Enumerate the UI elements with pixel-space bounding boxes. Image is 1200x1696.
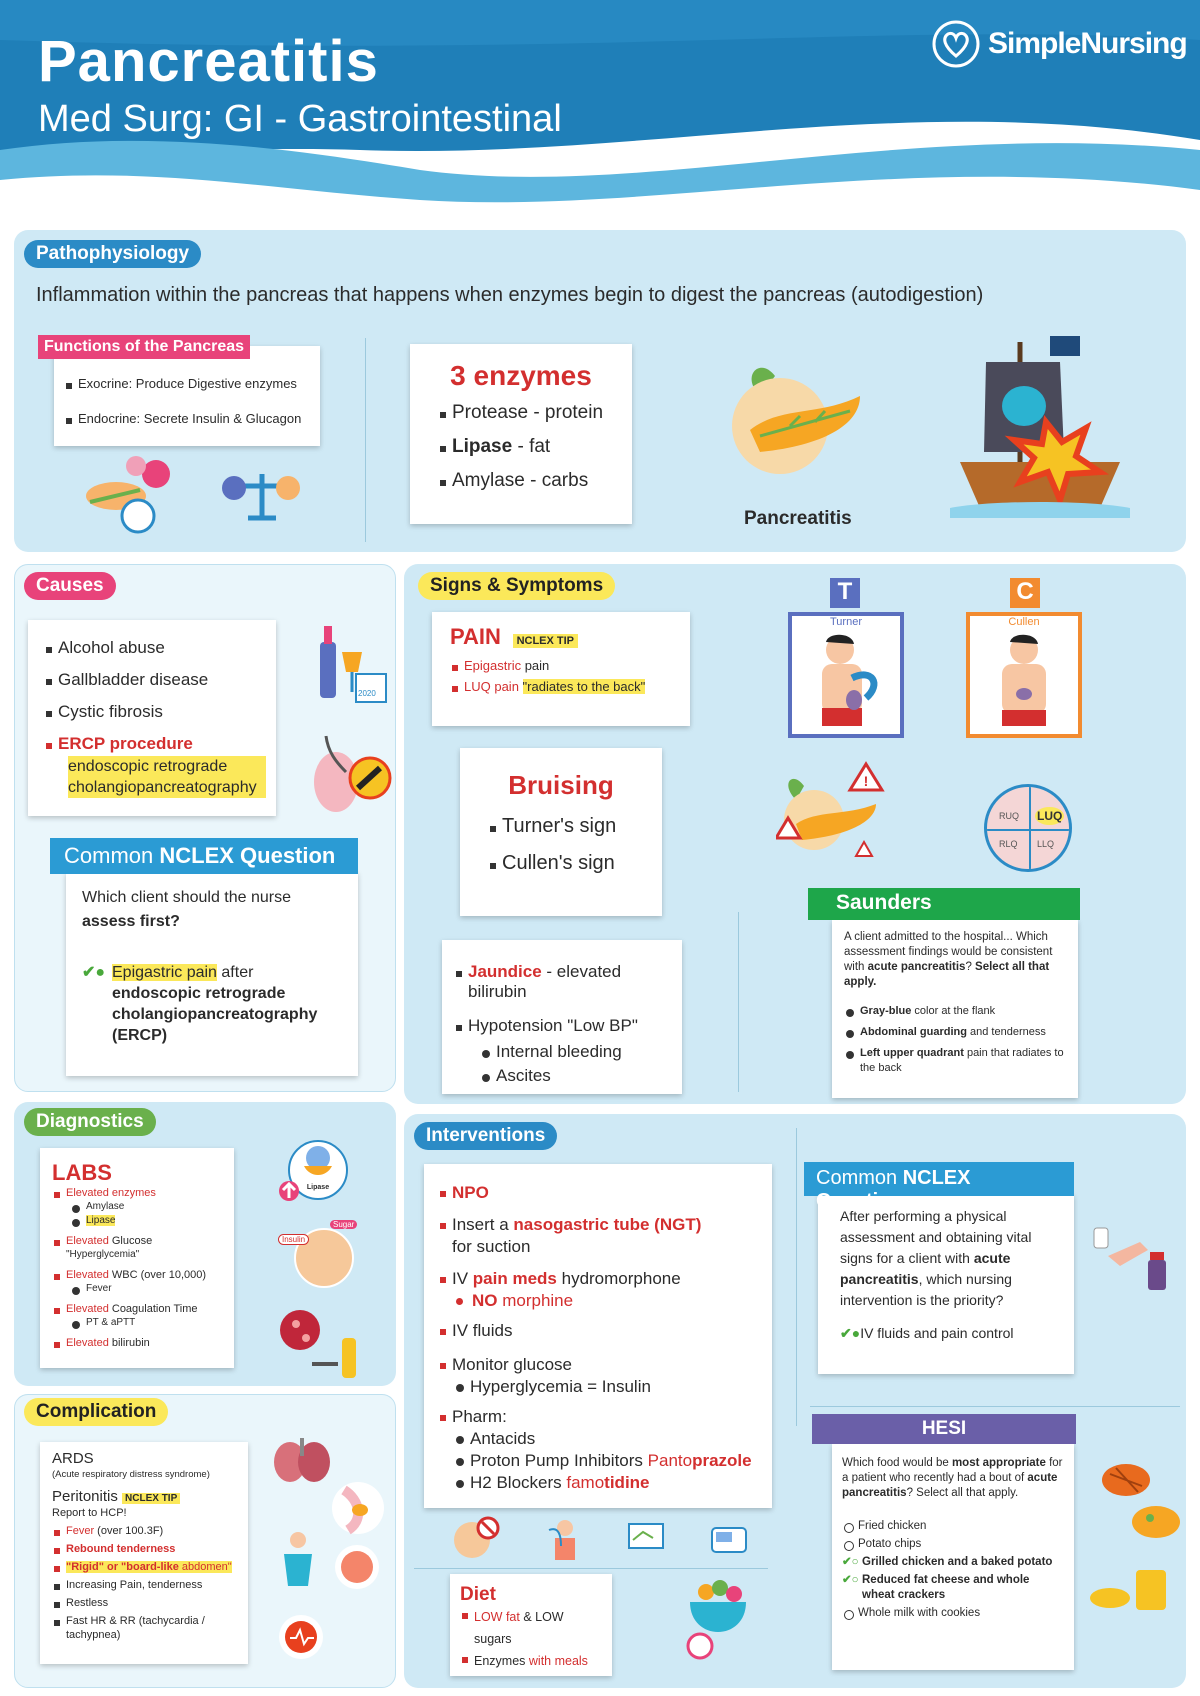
intervention-item: IV pain meds hydromorphone [438, 1268, 758, 1290]
cullen-label: Cullen [1008, 616, 1040, 628]
quadrant-label: RUQ [999, 811, 1019, 821]
ards-full: (Acute respiratory distress syndrome) [52, 1469, 210, 1480]
quadrant-label: LLQ [1037, 839, 1055, 849]
labs-card [40, 1148, 234, 1368]
diet-item: Enzymes with meals [460, 1650, 602, 1672]
intervention-sub: NO morphine [454, 1290, 758, 1312]
intervention-item: Pharm: [438, 1406, 758, 1428]
enzyme-item: Protease - protein [438, 402, 604, 424]
peritonitis-title: Peritonitis [52, 1488, 123, 1505]
no-symbol-icon [452, 1516, 504, 1562]
pharm-item: Antacids [454, 1428, 758, 1450]
causes-card [28, 620, 276, 816]
ercp-endoscopy-icon [306, 732, 394, 814]
perit-sign: Increasing Pain, tenderness [52, 1578, 236, 1592]
quadrant-label: LUQ [1037, 809, 1063, 823]
enzymes-card [410, 344, 632, 524]
bruise-item: Cullen's sign [488, 852, 642, 875]
enzyme-item: Lipase - fat [438, 436, 604, 458]
cause-item: Gallbladder disease [44, 670, 266, 690]
hesi-option: ✔○ Reduced fat cheese and whole wheat crackers [842, 1574, 1030, 1601]
bruise-item: Turner's sign [488, 815, 642, 838]
hypotension-item: Hypotension "Low BP" [454, 1016, 670, 1036]
pancreas-label: Pancreatitis [744, 508, 852, 529]
bruising-title: Bruising [508, 770, 614, 800]
enzymes-title: 3 enzymes [450, 360, 592, 391]
functions-tag: Functions of the Pancreas [38, 335, 250, 359]
turner-body-icon [792, 628, 900, 732]
intervention-item: IV fluids [438, 1320, 758, 1342]
pharm-item: Proton Pump Inhibitors Pantoprazole [454, 1450, 758, 1472]
enzyme-item: Amylase - carbs [438, 470, 604, 492]
pirate-ship-icon [950, 332, 1130, 522]
page-title: Pancreatitis [38, 29, 379, 94]
pain-card [432, 612, 690, 726]
nclex1-card: Which client should the nurse assess first? ✔● Epigastric pain after endoscopic retrograde cholangiopancreatography (ERCP) [66, 872, 358, 1076]
saunders-header: Saunders [808, 888, 1080, 920]
lab-item: Elevated Glucose [52, 1234, 222, 1248]
intervention-sub: Hyperglycemia = Insulin [454, 1376, 758, 1398]
pancreas-warning-icon [776, 760, 894, 864]
pathophysiology-tag: Pathophysiology [24, 240, 201, 268]
abdomen-icon [330, 1480, 386, 1536]
diet-item: LOW fat & LOW sugars [460, 1606, 602, 1650]
pharm-item: H2 Blockers famotidine [454, 1472, 758, 1494]
diet-card [450, 1574, 612, 1676]
nclex-tip-badge: NCLEX TIP [513, 634, 578, 648]
insulin-label: Insulin [278, 1234, 309, 1245]
saunders-question: A client admitted to the hospital... Which assessment findings would be consistent with acute pancreatitis? Select all that apply. [844, 931, 1053, 988]
iv-monitor-icon [623, 1516, 669, 1562]
lab-sub: Amylase [70, 1200, 222, 1214]
salad-bowl-icon [680, 1578, 756, 1662]
nurse-icon [278, 1530, 318, 1590]
balance-scale-icon [218, 466, 306, 526]
ercp-definition: endoscopic retrograde cholangiopancreatography [68, 756, 266, 798]
hesi-question: Which food would be most appropriate for a patient who recently had a bout of acute pancreatitis? Select all that apply. [842, 1457, 1063, 1499]
cullen-body-icon [970, 628, 1078, 732]
fever-icon [334, 1544, 380, 1590]
pancreas-organs-icon [80, 452, 180, 534]
check-circle-icon: ✔● [840, 1325, 861, 1341]
intervention-item: Monitor glucose [438, 1354, 758, 1376]
brand-logo [930, 18, 1190, 70]
function-item: Endocrine: Secrete Insulin & Glucagon [64, 411, 310, 426]
cause-item: Alcohol abuse [44, 638, 266, 658]
page-subtitle: Med Surg: GI - Gastrointestinal [38, 98, 562, 140]
complication-tag: Complication [24, 1398, 168, 1426]
interventions-card [424, 1164, 772, 1508]
pain-item: Epigastric pain [450, 658, 672, 673]
hypo-sub: Internal bleeding [480, 1042, 670, 1062]
nclex2-header: Common NCLEX Question [804, 1162, 1074, 1196]
hesi-header: HESI [812, 1414, 1076, 1444]
cause-item: ERCP procedure [44, 734, 266, 754]
nclex1-answer: ✔● Epigastric pain after endoscopic retrograde cholangiopancreatography (ERCP) [82, 964, 318, 1044]
lab-item: Elevated bilirubin [52, 1336, 222, 1350]
perit-sign: Rebound tenderness [52, 1542, 236, 1556]
food-icons [1086, 1446, 1186, 1670]
nclex2-card [818, 1194, 1074, 1374]
interventions-tag: Interventions [414, 1122, 557, 1150]
check-icon: ✔○ [842, 1574, 859, 1586]
jaundice-item: Jaundice - elevated bilirubin [454, 962, 670, 1002]
labs-title: LABS [52, 1160, 112, 1185]
lungs-icon [270, 1436, 334, 1486]
blood-cells-icon [278, 1304, 368, 1382]
hesi-options [842, 1519, 1064, 1621]
pancreas-icon [720, 356, 870, 486]
saunders-option: Left upper quadrant pain that radiates to the back [844, 1046, 1066, 1076]
pathophysiology-definition: Inflammation within the pancreas that happens when enzymes begin to digest the pancreas (autodigestion) [36, 284, 984, 306]
iv-bag-icon [1090, 1226, 1170, 1298]
abdomen-quadrant-diagram [984, 784, 1072, 872]
lab-sub: PT & aPTT [70, 1316, 222, 1330]
hesi-option: ✔○ Grilled chicken and a baked potato [842, 1556, 1053, 1568]
report-hcp: Report to HCP! [52, 1507, 127, 1519]
hesi-card [832, 1444, 1074, 1670]
check-circle-icon: ✔● [82, 964, 106, 981]
cullen-frame [966, 612, 1082, 738]
heart-stethoscope-icon [930, 18, 982, 70]
hesi-option: Potato chips [842, 1537, 1064, 1552]
lab-item: Elevated enzymes [52, 1186, 222, 1200]
causes-tag: Causes [24, 572, 116, 600]
hesi-option: Whole milk with cookies [842, 1606, 1064, 1621]
sugar-label: Sugar [330, 1220, 357, 1229]
diet-title: Diet [460, 1584, 496, 1605]
calendar-year: 2020 [358, 689, 376, 698]
check-icon: ✔○ [842, 1556, 859, 1568]
perit-sign: Fever (over 100.3F) [52, 1524, 236, 1538]
complication-card [40, 1442, 248, 1664]
intervention-item: NPO [438, 1182, 758, 1204]
turner-frame [788, 612, 904, 738]
cullen-letter: C [1010, 578, 1040, 608]
jaundice-card [442, 940, 682, 1094]
hesi-option: Fried chicken [842, 1519, 1064, 1534]
diagnostics-tag: Diagnostics [24, 1108, 156, 1136]
perit-sign: Restless [52, 1596, 236, 1610]
svg-text:!: ! [863, 773, 869, 789]
brand-name: SimpleNursing [988, 27, 1187, 60]
turner-label: Turner [830, 616, 862, 628]
alcohol-bottle-icon [312, 622, 388, 706]
glucometer-icon [706, 1516, 752, 1562]
bruising-card [460, 748, 662, 916]
turner-letter: T [830, 578, 860, 608]
ngt-tube-icon [541, 1516, 587, 1562]
saunders-card [832, 920, 1078, 1098]
heart-rate-icon [278, 1614, 324, 1660]
signs-tag: Signs & Symptoms [418, 572, 615, 600]
quadrant-label: RLQ [999, 839, 1018, 849]
saunders-option: Gray-blue color at the flank [844, 1004, 1066, 1019]
ards-title: ARDS [52, 1450, 94, 1467]
lab-item: Elevated WBC (over 10,000) [52, 1268, 222, 1282]
nclex2-question: After performing a physical assessment and obtaining vital signs for a client with acute pancreatitis, which nursing intervention is the priority? [840, 1208, 1032, 1308]
nclex-tip-badge: NCLEX TIP [122, 1493, 180, 1504]
cause-item: Cystic fibrosis [44, 702, 266, 722]
intervention-item: Insert a nasogastric tube (NGT) for suction [438, 1214, 758, 1258]
arrow-up-icon [278, 1180, 300, 1202]
function-item: Exocrine: Produce Digestive enzymes [64, 376, 310, 391]
nclex1-header: Common NCLEX Question [50, 838, 358, 874]
pain-title: PAIN [450, 624, 501, 649]
lab-sub: Lipase [70, 1214, 222, 1228]
nclex2-answer: ✔●IV fluids and pain control [840, 1325, 1014, 1341]
lab-sub: Fever [70, 1282, 222, 1296]
hypo-sub: Ascites [480, 1066, 670, 1086]
functions-card [54, 346, 320, 446]
intervention-icons-row [452, 1516, 752, 1562]
lipase-icon: Lipase [288, 1140, 348, 1200]
lab-note: "Hyperglycemia" [66, 1249, 140, 1260]
perit-sign: Fast HR & RR (tachycardia / tachypnea) [52, 1614, 236, 1642]
lab-item: Elevated Coagulation Time [52, 1302, 222, 1316]
pain-item: LUQ pain "radiates to the back" [450, 679, 672, 694]
perit-sign: "Rigid" or "board-like abdomen" [52, 1560, 236, 1574]
saunders-option: Abdominal guarding and tenderness [844, 1025, 1066, 1040]
